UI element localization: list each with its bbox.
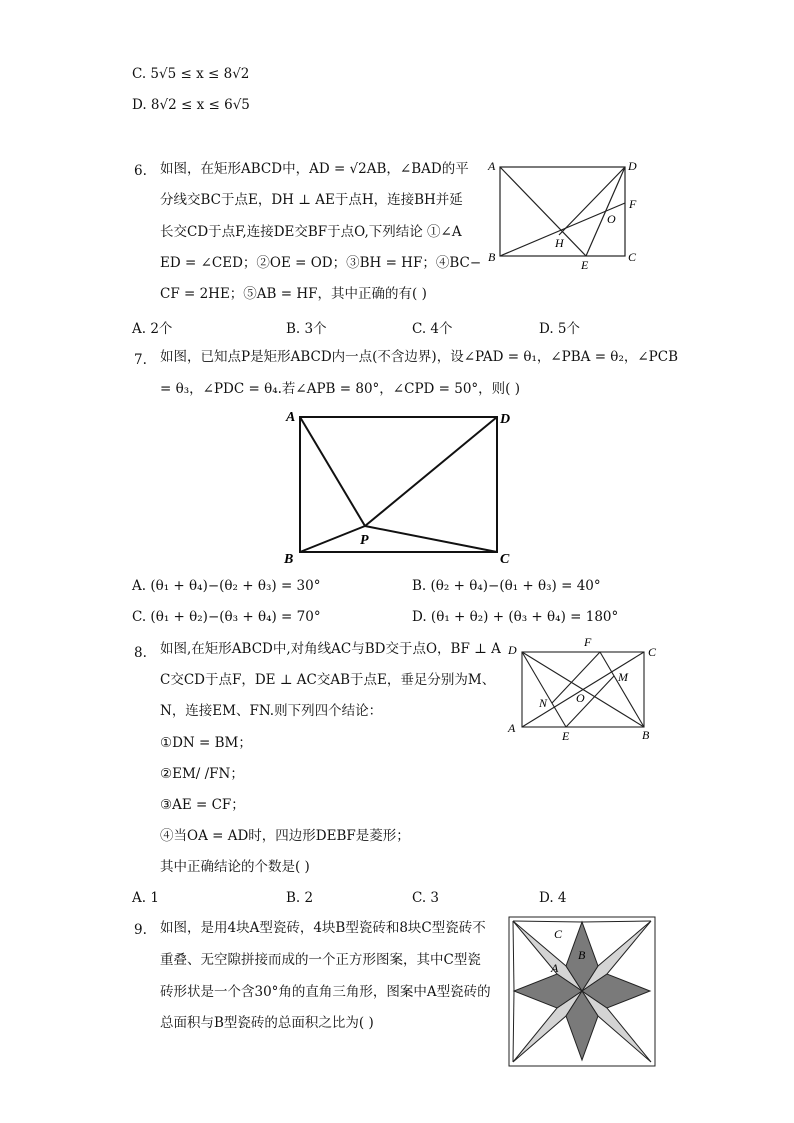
q6-line-5: CF = 2HE；⑤AB = HF，其中正确的有( )	[160, 286, 427, 302]
q6-figure	[485, 155, 645, 273]
q8-option-b: B. 2	[286, 890, 314, 906]
q6-label-o: O	[607, 212, 616, 226]
q8-label-n: N	[539, 696, 548, 710]
q6-line-3: 长交CD于点F,连接DE交BF于点O,下列结论 ①∠A	[160, 224, 462, 240]
q7-line-1: 如图，已知点P是矩形ABCD内一点(不含边界)，设∠PAD = θ₁，∠PBA = θ₂，∠PCB	[160, 349, 678, 365]
q7-option-b: B. (θ₂ + θ₄)−(θ₁ + θ₃) = 40°	[412, 578, 601, 594]
q9-line-2: 重叠、无空隙拼接而成的一个正方形图案，其中C型瓷	[160, 952, 481, 968]
q8-label-f: F	[584, 635, 592, 649]
q6-label-a: A	[488, 159, 496, 173]
q9-line-3: 砖形状是一个含30°角的直角三角形，图案中A型瓷砖的	[160, 984, 491, 1000]
q7-label-a: A	[286, 410, 296, 425]
q7-line-2: = θ₃，∠PDC = θ₄.若∠APB = 80°，∠CPD = 50°，则( )	[160, 381, 520, 397]
q6-label-b: B	[488, 250, 496, 264]
q8-line-3: N，连接EM、FN.则下列四个结论：	[160, 703, 383, 719]
q8-line-8: 其中正确结论的个数是( )	[160, 859, 310, 875]
q8-option-d: D. 4	[539, 890, 567, 906]
q6-label-f: F	[629, 197, 637, 211]
q9-number: 9.	[134, 922, 147, 938]
q6-number: 6.	[134, 163, 147, 179]
q7-option-c: C. (θ₁ + θ₂)−(θ₃ + θ₄) = 70°	[132, 609, 321, 625]
q8-label-o: O	[576, 691, 585, 705]
q8-label-m: M	[618, 670, 628, 684]
q8-option-a: A. 1	[132, 890, 159, 906]
q8-label-c: C	[648, 645, 657, 659]
q9-line-4: 总面积与B型瓷砖的总面积之比为( )	[160, 1015, 374, 1031]
q7-label-c: C	[500, 552, 510, 567]
q8-line-1: 如图,在矩形ABCD中,对角线AC与BD交于点O，BF ⊥ A	[160, 641, 501, 657]
q6-option-c: C. 4个	[412, 321, 453, 337]
q6-label-h: H	[555, 236, 564, 250]
q6-line-2: 分线交BC于点E，DH ⊥ AE于点H，连接BH并延	[160, 192, 463, 208]
q8-line-7: ④当OA = AD时，四边形DEBF是菱形；	[160, 828, 410, 844]
q8-line-6: ③AE = CF；	[160, 797, 245, 813]
q8-number: 8.	[134, 645, 147, 661]
q6-label-e: E	[581, 258, 589, 272]
q6-option-a: A. 2个	[132, 321, 173, 337]
q6-option-d: D. 5个	[539, 321, 581, 337]
q9-label-a: A	[551, 961, 559, 975]
q6-label-c: C	[628, 250, 637, 264]
q9-figure	[508, 916, 658, 1068]
q8-label-b: B	[642, 728, 650, 742]
q8-option-c: C. 3	[412, 890, 440, 906]
q6-line-4: ED = ∠CED；②OE = OD；③BH = HF；④BC−	[160, 255, 482, 271]
q7-option-a: A. (θ₁ + θ₄)−(θ₂ + θ₃) = 30°	[132, 578, 321, 594]
q7-label-p: P	[360, 533, 369, 548]
q9-label-b: B	[578, 948, 586, 962]
q7-option-d: D. (θ₁ + θ₂) + (θ₃ + θ₄) = 180°	[412, 609, 619, 625]
q6-option-b: B. 3个	[286, 321, 327, 337]
q6-label-d: D	[628, 159, 637, 173]
q8-line-2: C交CD于点F，DE ⊥ AC交AB于点E，垂足分别为M、	[160, 672, 496, 688]
q8-figure	[500, 632, 665, 747]
q9-line-1: 如图，是用4块A型瓷砖，4块B型瓷砖和8块C型瓷砖不	[160, 920, 486, 936]
q7-figure	[280, 405, 520, 570]
q7-label-b: B	[284, 552, 294, 567]
q8-label-a: A	[508, 721, 516, 735]
q7-number: 7.	[134, 352, 147, 368]
q7-label-d: D	[500, 412, 511, 427]
q5-option-c: C. 5√5 ≤ x ≤ 8√2	[132, 66, 250, 82]
q8-line-5: ②EM/ /FN；	[160, 766, 244, 782]
q5-option-d: D. 8√2 ≤ x ≤ 6√5	[132, 97, 250, 113]
q6-line-1: 如图，在矩形ABCD中，AD = √2AB，∠BAD的平	[160, 161, 469, 177]
q8-label-d: D	[508, 643, 517, 657]
q9-label-c: C	[554, 927, 563, 941]
q8-label-e: E	[562, 729, 570, 743]
q8-line-4: ①DN = BM；	[160, 735, 252, 751]
